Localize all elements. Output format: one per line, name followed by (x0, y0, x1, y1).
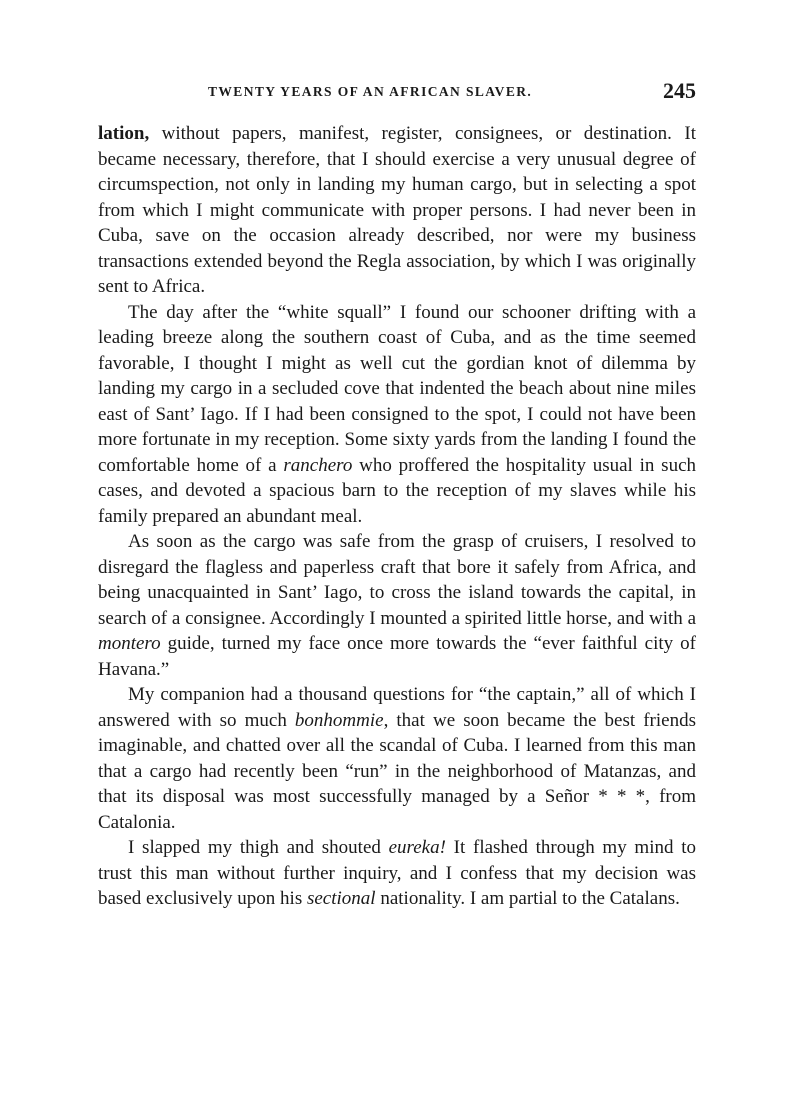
paragraph-5-text-c: nationality. I am partial to the Catalans. (375, 888, 680, 909)
paragraph-2-text-a: The day after the “white squall” I found our schooner drifting with a leading breeze along the southern coast of Cuba, and as the time seemed favorable, I thought I might as well cut the gordian knot of dilemma by landing my cargo in a secluded cove that indented the beach about nine miles east of Sant’ Iago. If I had been consigned to the spot, I could not have been more fortunate in my reception. Some sixty yards from the landing I found the comfortable home of a (98, 301, 696, 476)
paragraph-3-text-a: As soon as the cargo was safe from the grasp of cruisers, I resolved to disregard the flagless and paperless craft that bore it safely from Africa, and being unacquainted in Sant’ Iago, to cross the island towards the capital, in search of a consignee. Accordingly I mounted a spirited little horse, and with a (98, 531, 696, 629)
paragraph-4-italic-bonhommie: bonhommie (294, 709, 384, 731)
book-page (98, 78, 696, 912)
paragraph-1-text: without papers, manifest, register, consignees, or destination. It became necessary, therefore, that I should exercise a very unusual degree of circumspection, not only in landing my human cargo, but in selecting a spot from which I might communicate with proper persons. I had never been in Cuba, save on the occasion already described, nor were my business transactions extended beyond the Regla association, by which I was originally sent to Africa. (98, 123, 696, 297)
paragraph-2 (98, 300, 696, 530)
paragraph-3-italic-montero: montero (98, 633, 161, 654)
paragraph-5-text-a: I slapped my thigh and shouted (128, 837, 389, 858)
paragraph-5-italic-eureka: eureka! (388, 837, 446, 858)
paragraph-2-text-b: who proffered the hospitality usual in such cases, and devoted a spacious barn to the reception of my slaves while his family prepared an abundant meal. (98, 454, 697, 527)
running-header (98, 78, 696, 108)
running-title: TWENTY YEARS OF AN AFRICAN SLAVER. (208, 84, 533, 99)
page-number: 245 (663, 78, 696, 103)
paragraph-4-text-b: , that we soon became the best friends imaginable, and chatted over all the scandal of Cuba. I learned from this man that a cargo had recently been “run” in the neighborhood of Matanzas, and that its disposal was most successfully managed by a Señor * * *, from Catalonia. (98, 709, 696, 833)
paragraph-5 (98, 835, 696, 912)
paragraph-3-text-b: guide, turned my face once more towards the “ever faithful city of Havana.” (98, 633, 696, 680)
paragraph-1 (98, 121, 696, 300)
paragraph-5-text-b: It flashed through my mind to trust this man without further inquiry, and I confess that my decision was based exclusively upon his (98, 837, 696, 909)
paragraph-1-lead-word: lation, (98, 123, 150, 144)
paragraph-2-italic-ranchero: ranchero (283, 454, 353, 476)
paragraph-3 (98, 529, 696, 682)
paragraph-4-text-a: My companion had a thousand questions for “the captain,” all of which I answered with so much (98, 684, 696, 731)
paragraph-4 (98, 682, 696, 835)
paragraph-5-italic-sectional: sectional (306, 888, 376, 909)
